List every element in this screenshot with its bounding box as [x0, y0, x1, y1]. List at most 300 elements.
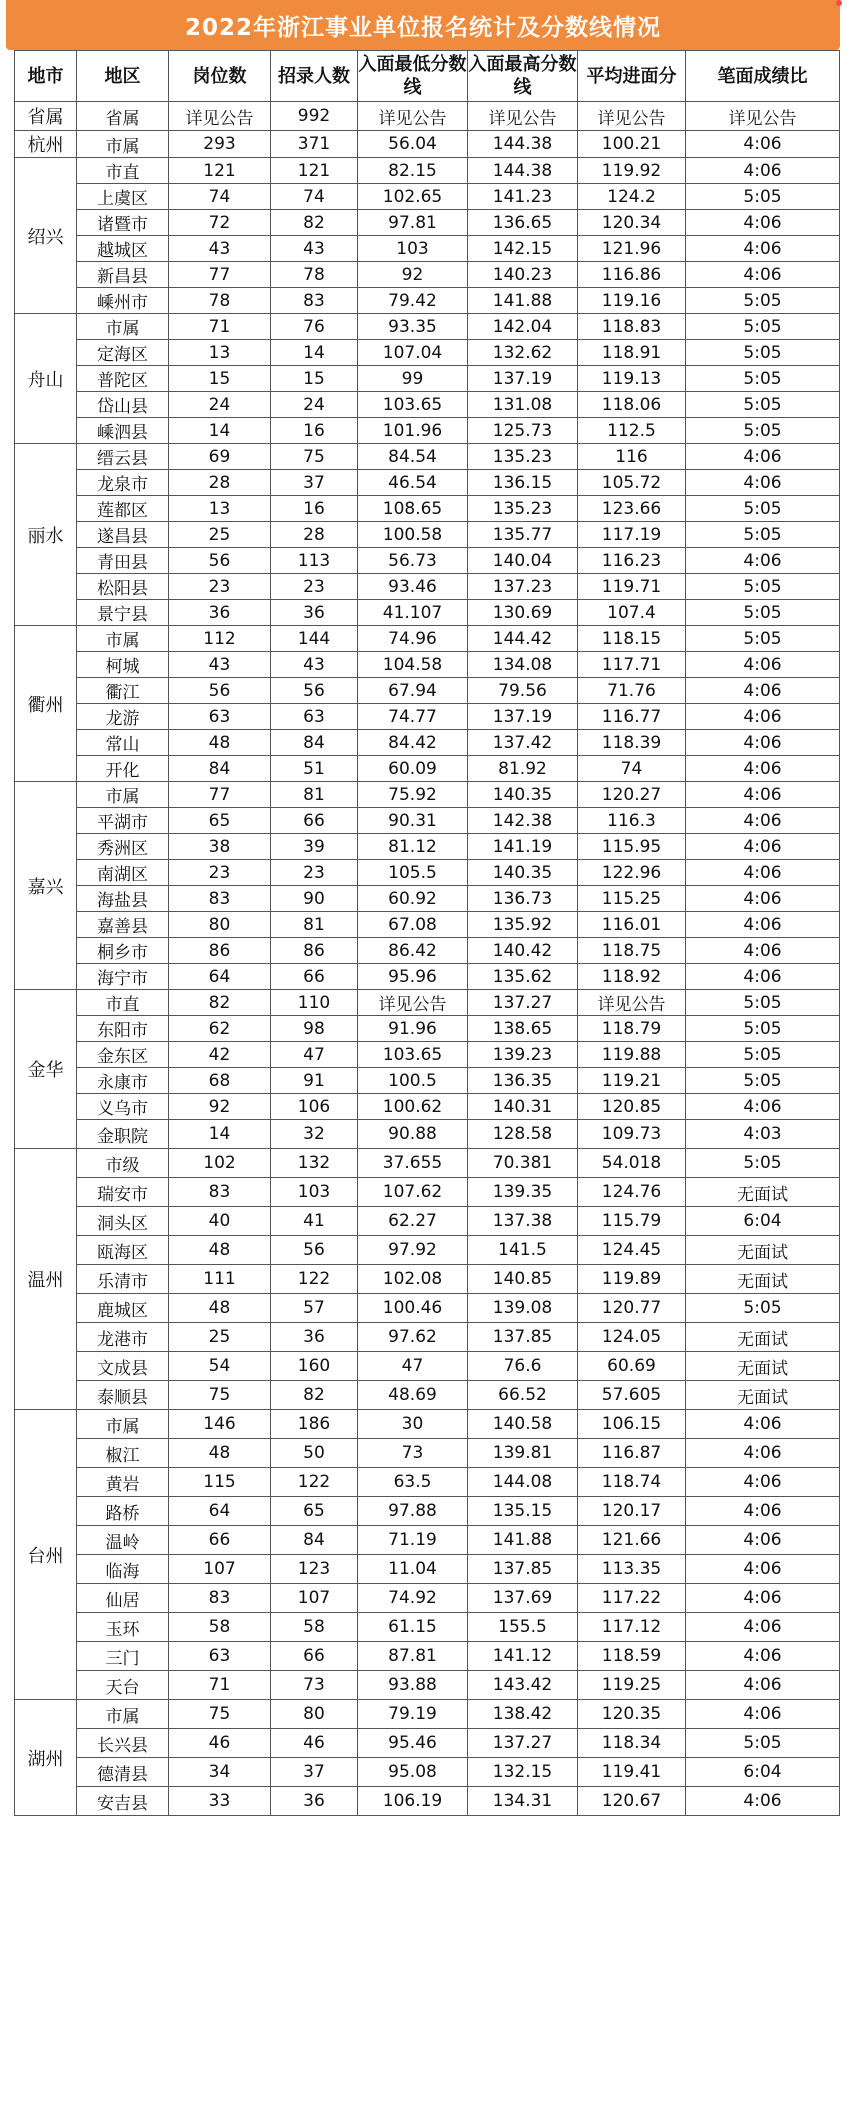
cell-ratio: 5:05	[686, 990, 840, 1016]
table-row	[15, 1642, 840, 1671]
cell-positions: 86	[169, 938, 271, 964]
cell-avg-score: 106.15	[578, 1410, 686, 1439]
table-row	[15, 1178, 840, 1207]
cell-positions: 146	[169, 1410, 271, 1439]
cell-ratio: 6:04	[686, 1758, 840, 1787]
cell-positions: 63	[169, 1642, 271, 1671]
cell-avg-score: 116.01	[578, 912, 686, 938]
cell-positions: 78	[169, 288, 271, 314]
cell-hires: 80	[271, 1700, 358, 1729]
cell-ratio: 无面试	[686, 1323, 840, 1352]
cell-ratio: 4:06	[686, 1584, 840, 1613]
cell-positions: 14	[169, 1120, 271, 1149]
cell-positions: 58	[169, 1613, 271, 1642]
cell-ratio: 4:06	[686, 1642, 840, 1671]
table-row	[15, 210, 840, 236]
cell-avg-score: 120.85	[578, 1094, 686, 1120]
cell-max-score: 144.08	[468, 1468, 578, 1497]
table-row	[15, 444, 840, 470]
cell-hires: 36	[271, 600, 358, 626]
cell-hires: 81	[271, 912, 358, 938]
cell-ratio: 4:06	[686, 1613, 840, 1642]
cell-avg-score: 115.95	[578, 834, 686, 860]
cell-avg-score: 118.74	[578, 1468, 686, 1497]
cell-avg-score: 124.76	[578, 1178, 686, 1207]
cell-avg-score: 113.35	[578, 1555, 686, 1584]
cell-max-score: 137.38	[468, 1207, 578, 1236]
cell-min-score: 74.96	[358, 626, 468, 652]
cell-ratio: 5:05	[686, 1042, 840, 1068]
cell-max-score: 141.5	[468, 1236, 578, 1265]
cell-min-score: 73	[358, 1439, 468, 1468]
cell-min-score: 84.42	[358, 730, 468, 756]
cell-max-score: 76.6	[468, 1352, 578, 1381]
table-row	[15, 392, 840, 418]
cell-positions: 121	[169, 158, 271, 184]
cell-min-score: 56.04	[358, 131, 468, 158]
cell-hires: 82	[271, 1381, 358, 1410]
cell-positions: 64	[169, 964, 271, 990]
cell-district: 海盐县	[77, 886, 169, 912]
cell-min-score: 107.04	[358, 340, 468, 366]
cell-max-score: 137.85	[468, 1323, 578, 1352]
cell-positions: 115	[169, 1468, 271, 1497]
cell-hires: 39	[271, 834, 358, 860]
table-row	[15, 756, 840, 782]
cell-positions: 66	[169, 1526, 271, 1555]
cell-district: 文成县	[77, 1352, 169, 1381]
cell-district: 金东区	[77, 1042, 169, 1068]
cell-hires: 122	[271, 1265, 358, 1294]
cell-min-score: 97.88	[358, 1497, 468, 1526]
cell-avg-score: 116.87	[578, 1439, 686, 1468]
table-row	[15, 1265, 840, 1294]
cell-min-score: 107.62	[358, 1178, 468, 1207]
cell-max-score: 142.04	[468, 314, 578, 340]
cell-max-score: 137.23	[468, 574, 578, 600]
cell-min-score: 41.107	[358, 600, 468, 626]
cell-positions: 75	[169, 1381, 271, 1410]
table-row	[15, 1439, 840, 1468]
cell-max-score: 136.15	[468, 470, 578, 496]
cell-min-score: 详见公告	[358, 102, 468, 131]
cell-ratio: 4:06	[686, 1410, 840, 1439]
cell-hires: 24	[271, 392, 358, 418]
cell-ratio: 5:05	[686, 1729, 840, 1758]
cell-positions: 63	[169, 704, 271, 730]
cell-max-score: 135.23	[468, 496, 578, 522]
cell-district: 龙港市	[77, 1323, 169, 1352]
cell-positions: 65	[169, 808, 271, 834]
table-row	[15, 1042, 840, 1068]
table-row	[15, 860, 840, 886]
cell-max-score: 141.23	[468, 184, 578, 210]
cell-district: 市属	[77, 1410, 169, 1439]
cell-district: 开化	[77, 756, 169, 782]
cell-hires: 46	[271, 1729, 358, 1758]
cell-hires: 160	[271, 1352, 358, 1381]
cell-ratio: 5:05	[686, 496, 840, 522]
cell-hires: 84	[271, 730, 358, 756]
cell-avg-score: 123.66	[578, 496, 686, 522]
cell-min-score: 93.35	[358, 314, 468, 340]
table-row	[15, 1207, 840, 1236]
cell-district: 缙云县	[77, 444, 169, 470]
cell-hires: 113	[271, 548, 358, 574]
cell-hires: 74	[271, 184, 358, 210]
cell-hires: 121	[271, 158, 358, 184]
cell-ratio: 4:06	[686, 444, 840, 470]
cell-avg-score: 124.05	[578, 1323, 686, 1352]
cell-district: 平湖市	[77, 808, 169, 834]
table-row	[15, 964, 840, 990]
cell-hires: 66	[271, 1642, 358, 1671]
cell-ratio: 4:06	[686, 1497, 840, 1526]
cell-ratio: 4:06	[686, 808, 840, 834]
cell-avg-score: 115.25	[578, 886, 686, 912]
cell-min-score: 79.19	[358, 1700, 468, 1729]
cell-hires: 47	[271, 1042, 358, 1068]
cell-hires: 371	[271, 131, 358, 158]
cell-hires: 65	[271, 1497, 358, 1526]
cell-district: 温岭	[77, 1526, 169, 1555]
table-row	[15, 1613, 840, 1642]
cell-avg-score: 118.34	[578, 1729, 686, 1758]
table-row	[15, 131, 840, 158]
cell-min-score: 30	[358, 1410, 468, 1439]
table-row	[15, 782, 840, 808]
cell-max-score: 155.5	[468, 1613, 578, 1642]
cell-avg-score: 57.605	[578, 1381, 686, 1410]
cell-min-score: 48.69	[358, 1381, 468, 1410]
cell-district: 长兴县	[77, 1729, 169, 1758]
cell-district: 海宁市	[77, 964, 169, 990]
cell-avg-score: 117.71	[578, 652, 686, 678]
cell-positions: 48	[169, 730, 271, 756]
score-table	[14, 50, 840, 1816]
cell-positions: 92	[169, 1094, 271, 1120]
cell-max-score: 79.56	[468, 678, 578, 704]
table-row	[15, 1758, 840, 1787]
table-row	[15, 1497, 840, 1526]
cell-min-score: 46.54	[358, 470, 468, 496]
cell-min-score: 60.09	[358, 756, 468, 782]
cell-hires: 14	[271, 340, 358, 366]
cell-district: 椒江	[77, 1439, 169, 1468]
cell-max-score: 140.31	[468, 1094, 578, 1120]
cell-ratio: 5:05	[686, 314, 840, 340]
cell-district: 金职院	[77, 1120, 169, 1149]
cell-district: 瑞安市	[77, 1178, 169, 1207]
cell-min-score: 103	[358, 236, 468, 262]
cell-positions: 详见公告	[169, 102, 271, 131]
cell-ratio: 5:05	[686, 1016, 840, 1042]
table-row	[15, 1236, 840, 1265]
cell-avg-score: 121.96	[578, 236, 686, 262]
cell-min-score: 79.42	[358, 288, 468, 314]
cell-ratio: 5:05	[686, 1068, 840, 1094]
cell-hires: 132	[271, 1149, 358, 1178]
cell-district: 龙泉市	[77, 470, 169, 496]
table-row	[15, 1584, 840, 1613]
cell-ratio: 4:06	[686, 470, 840, 496]
cell-min-score: 93.88	[358, 1671, 468, 1700]
cell-avg-score: 119.92	[578, 158, 686, 184]
cell-avg-score: 71.76	[578, 678, 686, 704]
cell-avg-score: 118.79	[578, 1016, 686, 1042]
cell-district: 常山	[77, 730, 169, 756]
cell-positions: 68	[169, 1068, 271, 1094]
cell-city: 湖州	[15, 1700, 77, 1816]
cell-positions: 43	[169, 236, 271, 262]
cell-avg-score: 120.35	[578, 1700, 686, 1729]
cell-positions: 42	[169, 1042, 271, 1068]
cell-positions: 56	[169, 678, 271, 704]
cell-max-score: 136.65	[468, 210, 578, 236]
header-city: 地市	[15, 51, 77, 102]
cell-city: 丽水	[15, 444, 77, 626]
cell-min-score: 97.62	[358, 1323, 468, 1352]
cell-district: 市属	[77, 314, 169, 340]
cell-district: 龙游	[77, 704, 169, 730]
cell-district: 路桥	[77, 1497, 169, 1526]
cell-avg-score: 119.89	[578, 1265, 686, 1294]
cell-positions: 80	[169, 912, 271, 938]
cell-city: 衢州	[15, 626, 77, 782]
cell-positions: 40	[169, 1207, 271, 1236]
cell-min-score: 92	[358, 262, 468, 288]
cell-avg-score: 74	[578, 756, 686, 782]
cell-hires: 78	[271, 262, 358, 288]
cell-ratio: 无面试	[686, 1381, 840, 1410]
cell-ratio: 5:05	[686, 522, 840, 548]
cell-max-score: 详见公告	[468, 102, 578, 131]
cell-hires: 56	[271, 678, 358, 704]
cell-ratio: 4:06	[686, 1555, 840, 1584]
cell-district: 德清县	[77, 1758, 169, 1787]
cell-avg-score: 117.22	[578, 1584, 686, 1613]
header-max-score: 入面最高分数线	[468, 51, 578, 102]
cell-min-score: 67.94	[358, 678, 468, 704]
cell-avg-score: 120.27	[578, 782, 686, 808]
cell-ratio: 4:06	[686, 548, 840, 574]
cell-min-score: 74.92	[358, 1584, 468, 1613]
cell-positions: 77	[169, 782, 271, 808]
cell-max-score: 140.85	[468, 1265, 578, 1294]
cell-hires: 16	[271, 418, 358, 444]
cell-city: 金华	[15, 990, 77, 1149]
cell-district: 松阳县	[77, 574, 169, 600]
cell-hires: 103	[271, 1178, 358, 1207]
cell-min-score: 93.46	[358, 574, 468, 600]
cell-max-score: 140.35	[468, 782, 578, 808]
cell-positions: 23	[169, 574, 271, 600]
table-row	[15, 652, 840, 678]
cell-district: 遂昌县	[77, 522, 169, 548]
cell-avg-score: 124.2	[578, 184, 686, 210]
cell-max-score: 137.19	[468, 704, 578, 730]
table-row	[15, 288, 840, 314]
cell-positions: 33	[169, 1787, 271, 1816]
cell-district: 嵊泗县	[77, 418, 169, 444]
cell-ratio: 4:06	[686, 834, 840, 860]
cell-district: 临海	[77, 1555, 169, 1584]
cell-avg-score: 116.77	[578, 704, 686, 730]
cell-max-score: 81.92	[468, 756, 578, 782]
cell-positions: 25	[169, 1323, 271, 1352]
cell-avg-score: 119.21	[578, 1068, 686, 1094]
cell-positions: 102	[169, 1149, 271, 1178]
cell-hires: 43	[271, 652, 358, 678]
cell-min-score: 56.73	[358, 548, 468, 574]
cell-ratio: 无面试	[686, 1178, 840, 1207]
table-row	[15, 366, 840, 392]
cell-positions: 83	[169, 886, 271, 912]
table-row	[15, 1352, 840, 1381]
cell-ratio: 无面试	[686, 1265, 840, 1294]
cell-positions: 293	[169, 131, 271, 158]
cell-district: 定海区	[77, 340, 169, 366]
cell-ratio: 无面试	[686, 1352, 840, 1381]
table-body	[15, 102, 840, 1816]
cell-min-score: 82.15	[358, 158, 468, 184]
cell-district: 嘉善县	[77, 912, 169, 938]
cell-positions: 25	[169, 522, 271, 548]
table-row	[15, 808, 840, 834]
cell-max-score: 137.69	[468, 1584, 578, 1613]
cell-district: 东阳市	[77, 1016, 169, 1042]
cell-ratio: 4:06	[686, 1439, 840, 1468]
cell-max-score: 140.35	[468, 860, 578, 886]
table-row	[15, 1410, 840, 1439]
cell-district: 安吉县	[77, 1787, 169, 1816]
cell-positions: 75	[169, 1700, 271, 1729]
cell-city: 嘉兴	[15, 782, 77, 990]
table-row	[15, 1700, 840, 1729]
cell-min-score: 103.65	[358, 392, 468, 418]
cell-min-score: 61.15	[358, 1613, 468, 1642]
cell-min-score: 81.12	[358, 834, 468, 860]
cell-hires: 186	[271, 1410, 358, 1439]
cell-hires: 32	[271, 1120, 358, 1149]
header-positions: 岗位数	[169, 51, 271, 102]
cell-max-score: 128.58	[468, 1120, 578, 1149]
cell-max-score: 139.08	[468, 1294, 578, 1323]
cell-hires: 992	[271, 102, 358, 131]
cell-ratio: 5:05	[686, 340, 840, 366]
cell-hires: 66	[271, 964, 358, 990]
table-row	[15, 1381, 840, 1410]
cell-hires: 16	[271, 496, 358, 522]
cell-max-score: 135.92	[468, 912, 578, 938]
cell-positions: 46	[169, 1729, 271, 1758]
cell-positions: 56	[169, 548, 271, 574]
cell-hires: 56	[271, 1236, 358, 1265]
cell-ratio: 4:06	[686, 158, 840, 184]
cell-ratio: 4:06	[686, 1094, 840, 1120]
cell-max-score: 137.19	[468, 366, 578, 392]
table-row	[15, 678, 840, 704]
cell-district: 义乌市	[77, 1094, 169, 1120]
cell-max-score: 137.27	[468, 1729, 578, 1758]
cell-ratio: 4:06	[686, 678, 840, 704]
cell-avg-score: 116.86	[578, 262, 686, 288]
cell-hires: 51	[271, 756, 358, 782]
cell-district: 玉环	[77, 1613, 169, 1642]
cell-positions: 36	[169, 600, 271, 626]
cell-positions: 43	[169, 652, 271, 678]
cell-max-score: 136.73	[468, 886, 578, 912]
cell-max-score: 140.42	[468, 938, 578, 964]
table-row	[15, 496, 840, 522]
table-row	[15, 886, 840, 912]
cell-max-score: 139.35	[468, 1178, 578, 1207]
cell-min-score: 100.46	[358, 1294, 468, 1323]
cell-avg-score: 117.12	[578, 1613, 686, 1642]
cell-positions: 23	[169, 860, 271, 886]
cell-district: 市直	[77, 158, 169, 184]
cell-district: 新昌县	[77, 262, 169, 288]
cell-hires: 58	[271, 1613, 358, 1642]
cell-max-score: 142.38	[468, 808, 578, 834]
cell-ratio: 5:05	[686, 626, 840, 652]
cell-avg-score: 109.73	[578, 1120, 686, 1149]
table-row	[15, 102, 840, 131]
cell-district: 嵊州市	[77, 288, 169, 314]
cell-min-score: 详见公告	[358, 990, 468, 1016]
cell-ratio: 4:06	[686, 860, 840, 886]
cell-city: 绍兴	[15, 158, 77, 314]
cell-min-score: 86.42	[358, 938, 468, 964]
cell-max-score: 140.04	[468, 548, 578, 574]
table-row	[15, 600, 840, 626]
cell-positions: 54	[169, 1352, 271, 1381]
cell-hires: 144	[271, 626, 358, 652]
cell-min-score: 106.19	[358, 1787, 468, 1816]
table-row	[15, 470, 840, 496]
cell-min-score: 74.77	[358, 704, 468, 730]
cell-hires: 123	[271, 1555, 358, 1584]
cell-max-score: 130.69	[468, 600, 578, 626]
table-row	[15, 314, 840, 340]
cell-ratio: 5:05	[686, 574, 840, 600]
cell-avg-score: 117.19	[578, 522, 686, 548]
cell-max-score: 141.88	[468, 1526, 578, 1555]
cell-hires: 98	[271, 1016, 358, 1042]
table-row	[15, 158, 840, 184]
cell-district: 永康市	[77, 1068, 169, 1094]
cell-ratio: 5:05	[686, 288, 840, 314]
cell-min-score: 71.19	[358, 1526, 468, 1555]
cell-positions: 74	[169, 184, 271, 210]
cell-district: 泰顺县	[77, 1381, 169, 1410]
header-min-score: 入面最低分数线	[358, 51, 468, 102]
cell-avg-score: 119.41	[578, 1758, 686, 1787]
cell-hires: 75	[271, 444, 358, 470]
cell-district: 市直	[77, 990, 169, 1016]
cell-positions: 64	[169, 1497, 271, 1526]
cell-positions: 14	[169, 418, 271, 444]
cell-min-score: 90.88	[358, 1120, 468, 1149]
cell-max-score: 141.19	[468, 834, 578, 860]
cell-positions: 48	[169, 1294, 271, 1323]
cell-max-score: 139.23	[468, 1042, 578, 1068]
cell-positions: 28	[169, 470, 271, 496]
cell-avg-score: 116.3	[578, 808, 686, 834]
table-header-row	[15, 51, 840, 102]
cell-positions: 24	[169, 392, 271, 418]
cell-max-score: 135.15	[468, 1497, 578, 1526]
